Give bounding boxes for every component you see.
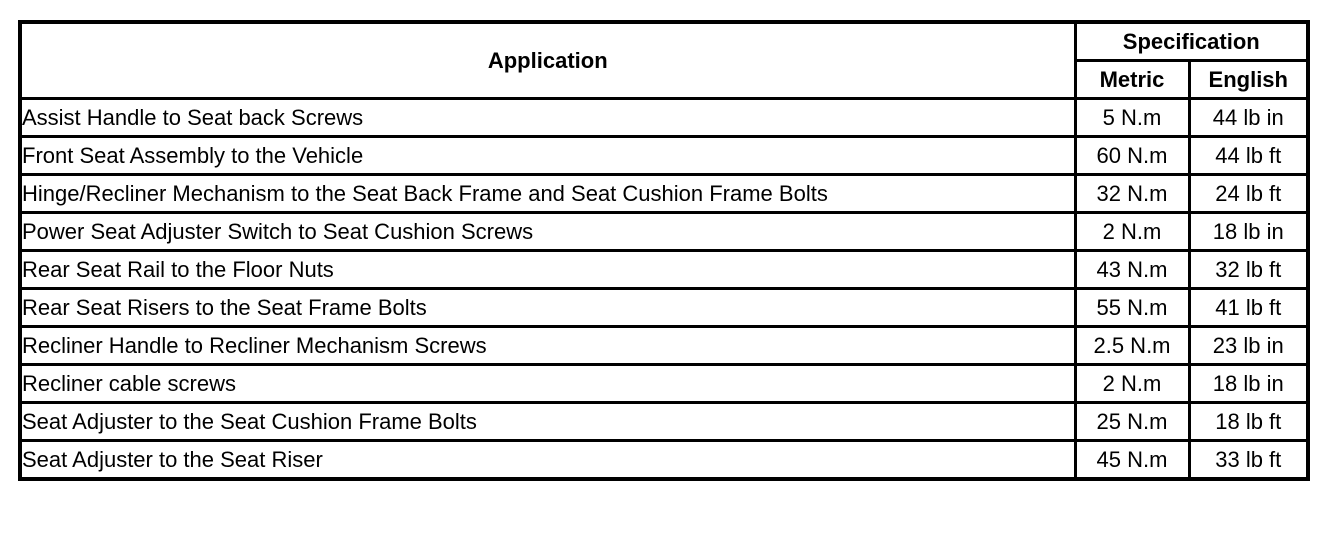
table-row xyxy=(20,251,1308,289)
english-cell: 44 lb ft xyxy=(1189,137,1308,175)
english-cell: 18 lb in xyxy=(1189,213,1308,251)
application-cell: Power Seat Adjuster Switch to Seat Cushion Screws xyxy=(20,213,1075,251)
metric-cell: 32 N.m xyxy=(1075,175,1189,213)
metric-cell: 43 N.m xyxy=(1075,251,1189,289)
english-cell: 23 lb in xyxy=(1189,327,1308,365)
application-cell: Seat Adjuster to the Seat Riser xyxy=(20,441,1075,480)
table-row xyxy=(20,99,1308,137)
metric-cell: 2 N.m xyxy=(1075,213,1189,251)
application-header: Application xyxy=(20,22,1075,99)
english-cell: 18 lb in xyxy=(1189,365,1308,403)
metric-header: Metric xyxy=(1075,61,1189,99)
table-header xyxy=(20,22,1308,99)
application-cell: Rear Seat Rail to the Floor Nuts xyxy=(20,251,1075,289)
metric-cell: 55 N.m xyxy=(1075,289,1189,327)
table-row xyxy=(20,175,1308,213)
table-row xyxy=(20,137,1308,175)
english-cell: 41 lb ft xyxy=(1189,289,1308,327)
application-cell: Assist Handle to Seat back Screws xyxy=(20,99,1075,137)
application-cell: Hinge/Recliner Mechanism to the Seat Back Frame and Seat Cushion Frame Bolts xyxy=(20,175,1075,213)
metric-cell: 5 N.m xyxy=(1075,99,1189,137)
english-cell: 24 lb ft xyxy=(1189,175,1308,213)
table-row xyxy=(20,327,1308,365)
table-row xyxy=(20,289,1308,327)
torque-spec-table xyxy=(18,20,1310,481)
application-cell: Rear Seat Risers to the Seat Frame Bolts xyxy=(20,289,1075,327)
english-cell: 44 lb in xyxy=(1189,99,1308,137)
metric-cell: 60 N.m xyxy=(1075,137,1189,175)
english-cell: 18 lb ft xyxy=(1189,403,1308,441)
application-cell: Seat Adjuster to the Seat Cushion Frame Bolts xyxy=(20,403,1075,441)
application-cell: Recliner Handle to Recliner Mechanism Screws xyxy=(20,327,1075,365)
specification-header: Specification xyxy=(1075,22,1308,61)
english-cell: 32 lb ft xyxy=(1189,251,1308,289)
table-row xyxy=(20,213,1308,251)
application-cell: Recliner cable screws xyxy=(20,365,1075,403)
table-row xyxy=(20,365,1308,403)
metric-cell: 2 N.m xyxy=(1075,365,1189,403)
english-header: English xyxy=(1189,61,1308,99)
table-body xyxy=(20,99,1308,480)
english-cell: 33 lb ft xyxy=(1189,441,1308,480)
metric-cell: 2.5 N.m xyxy=(1075,327,1189,365)
header-row-top xyxy=(20,22,1308,61)
table-row xyxy=(20,441,1308,480)
application-cell: Front Seat Assembly to the Vehicle xyxy=(20,137,1075,175)
metric-cell: 45 N.m xyxy=(1075,441,1189,480)
metric-cell: 25 N.m xyxy=(1075,403,1189,441)
table-row xyxy=(20,403,1308,441)
